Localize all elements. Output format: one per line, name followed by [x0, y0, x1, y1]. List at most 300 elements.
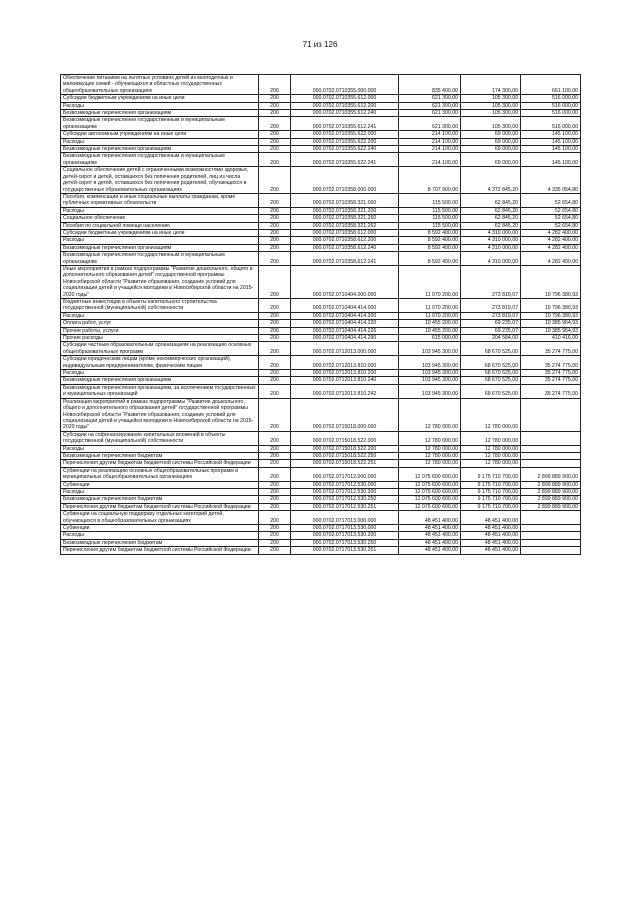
- row-code-cell: 200: [259, 146, 291, 153]
- row-kbk-cell: 000.0702.0712013.810.242: [291, 384, 399, 398]
- row-executed-cell: 62 845,20: [461, 193, 521, 207]
- row-name-cell: Прочие работы, услуги: [61, 327, 259, 334]
- row-executed-cell: 9 175 710 700,00: [461, 481, 521, 488]
- row-remaining-cell: 52 654,80: [521, 207, 581, 214]
- row-approved-cell: 8 592 400,00: [399, 252, 461, 266]
- row-remaining-cell: [521, 547, 581, 554]
- row-executed-cell: 12 780 000,00: [461, 445, 521, 452]
- row-approved-cell: 11 070 200,00: [399, 299, 461, 313]
- row-code-cell: 200: [259, 131, 291, 138]
- row-code-cell: 200: [259, 215, 291, 222]
- table-row: [61, 460, 581, 467]
- row-remaining-cell: 4 282 400,00: [521, 252, 581, 266]
- table-row: [61, 511, 581, 525]
- row-name-cell: Субвенции: [61, 525, 259, 532]
- row-approved-cell: 615 000,00: [399, 335, 461, 342]
- row-name-cell: Безвозмездные перечисления государственным и муниципальным организациям: [61, 252, 259, 266]
- row-kbk-cell: 000.0702.0712013.810.000: [291, 356, 399, 370]
- row-code-cell: 200: [259, 377, 291, 384]
- row-code-cell: 200: [259, 237, 291, 244]
- row-name-cell: Субвенции: [61, 481, 259, 488]
- row-code-cell: 200: [259, 102, 291, 109]
- table-row: [61, 252, 581, 266]
- table-row: [61, 222, 581, 229]
- row-kbk-cell: 000.0702.0710358.612.240: [291, 244, 399, 251]
- row-approved-cell: 115 500,00: [399, 207, 461, 214]
- row-kbk-cell: 000.0702.0712013.000.000: [291, 342, 399, 356]
- row-remaining-cell: 145 100,00: [521, 146, 581, 153]
- row-approved-cell: 621 300,00: [399, 102, 461, 109]
- row-kbk-cell: 000.0702.0712013.810.200: [291, 370, 399, 377]
- row-approved-cell: 621 300,00: [399, 110, 461, 117]
- table-row: [61, 244, 581, 251]
- row-code-cell: 200: [259, 193, 291, 207]
- table-row: [61, 327, 581, 334]
- row-code-cell: 200: [259, 481, 291, 488]
- row-kbk-cell: 000.0702.0715018.522.200: [291, 445, 399, 452]
- table-row: [61, 503, 581, 510]
- table-row: [61, 229, 581, 236]
- table-row: [61, 110, 581, 117]
- row-approved-cell: 115 500,00: [399, 222, 461, 229]
- row-approved-cell: 12 075 600 600,00: [399, 467, 461, 481]
- row-kbk-cell: 000.0702.0710358.612.000: [291, 229, 399, 236]
- row-executed-cell: 68 670 525,00: [461, 370, 521, 377]
- row-executed-cell: 4 310 000,00: [461, 244, 521, 251]
- row-remaining-cell: [521, 511, 581, 525]
- row-remaining-cell: 52 654,80: [521, 215, 581, 222]
- row-executed-cell: 48 451 400,00: [461, 539, 521, 546]
- row-executed-cell: 12 780 000,00: [461, 460, 521, 467]
- row-name-cell: Перечисления другим бюджетам бюджетной системы Российской Федерации: [61, 503, 259, 510]
- row-code-cell: 200: [259, 467, 291, 481]
- row-remaining-cell: 661 100,00: [521, 75, 581, 95]
- row-remaining-cell: 516 000,00: [521, 102, 581, 109]
- row-remaining-cell: [521, 452, 581, 459]
- row-kbk-cell: 000.0702.0710355.612.000: [291, 95, 399, 102]
- row-kbk-cell: 000.0702.0717013.000.000: [291, 511, 399, 525]
- row-approved-cell: 115 500,00: [399, 193, 461, 207]
- table-row: [61, 370, 581, 377]
- row-name-cell: Субсидии на софинансирование капитальных вложений в объекты государственной (муниципальной) собственности: [61, 431, 259, 445]
- row-remaining-cell: 516 000,00: [521, 95, 581, 102]
- row-name-cell: Расходы: [61, 102, 259, 109]
- row-kbk-cell: 000.0702.0710355.622.000: [291, 131, 399, 138]
- table-row: [61, 356, 581, 370]
- row-name-cell: Субсидии частным образовательным организациям на реализацию основных общеобразовательных программ: [61, 342, 259, 356]
- table-row: [61, 138, 581, 145]
- row-remaining-cell: 516 000,00: [521, 110, 581, 117]
- row-approved-cell: 103 945 300,00: [399, 356, 461, 370]
- row-kbk-cell: 000.0702.0710358.612.200: [291, 237, 399, 244]
- row-approved-cell: 12 780 000,00: [399, 445, 461, 452]
- row-approved-cell: 12 075 600 600,00: [399, 481, 461, 488]
- row-executed-cell: 12 780 000,00: [461, 398, 521, 431]
- table-row: [61, 547, 581, 554]
- row-remaining-cell: [521, 532, 581, 539]
- table-row: [61, 452, 581, 459]
- row-code-cell: 200: [259, 384, 291, 398]
- row-code-cell: 200: [259, 244, 291, 251]
- row-approved-cell: 48 451 400,00: [399, 532, 461, 539]
- row-code-cell: 200: [259, 398, 291, 431]
- row-code-cell: 200: [259, 320, 291, 327]
- row-approved-cell: 12 075 600 600,00: [399, 503, 461, 510]
- row-name-cell: Оплата работ, услуг: [61, 320, 259, 327]
- table-row: [61, 102, 581, 109]
- row-executed-cell: 62 845,20: [461, 215, 521, 222]
- row-executed-cell: 4 310 000,00: [461, 237, 521, 244]
- row-executed-cell: 4 310 000,00: [461, 252, 521, 266]
- row-executed-cell: 62 845,20: [461, 222, 521, 229]
- table-row: [61, 312, 581, 319]
- row-remaining-cell: 52 654,80: [521, 222, 581, 229]
- row-kbk-cell: 000.0702.0710355.622.241: [291, 153, 399, 167]
- row-remaining-cell: 10 385 964,93: [521, 320, 581, 327]
- row-remaining-cell: 516 000,00: [521, 117, 581, 131]
- row-name-cell: Социальное обеспечение детей с ограниченными возможностями здоровья, детей-сирот и детей, оставшихся без попечения родителей, лиц из числа детей-сирот и детей, оставшихся без попечения родителей, обучающихся в государственных образовательных организациях: [61, 167, 259, 194]
- row-code-cell: 200: [259, 342, 291, 356]
- row-name-cell: Реализация мероприятий в рамках подпрограммы "Развитие дошкольного, общего и дополнительного образования детей" государственной программы Новосибирской области "Развитие образования, создание условий для социализации детей и учащейся молодежи в Новосибирской области на 2015-2020 годы": [61, 398, 259, 431]
- row-kbk-cell: 000.0702.0710355.622.200: [291, 138, 399, 145]
- row-approved-cell: 8 592 400,00: [399, 229, 461, 236]
- row-name-cell: Прочие расходы: [61, 335, 259, 342]
- row-executed-cell: 12 780 000,00: [461, 431, 521, 445]
- row-executed-cell: 68 670 525,00: [461, 356, 521, 370]
- row-approved-cell: 8 707 900,00: [399, 167, 461, 194]
- row-remaining-cell: [521, 460, 581, 467]
- row-approved-cell: 621 300,00: [399, 117, 461, 131]
- row-name-cell: Безвозмездные перечисления организациям, за исключением государственных и муниципальных организаций: [61, 384, 259, 398]
- row-code-cell: 200: [259, 431, 291, 445]
- row-code-cell: 200: [259, 95, 291, 102]
- row-kbk-cell: 000.0702.0710404.414.290: [291, 335, 399, 342]
- row-executed-cell: 204 584,00: [461, 335, 521, 342]
- row-name-cell: Субсидии бюджетным учреждениям на иные цели: [61, 95, 259, 102]
- row-kbk-cell: 000.0702.0717012.530.251: [291, 503, 399, 510]
- row-remaining-cell: 2 899 889 900,00: [521, 503, 581, 510]
- table-row: [61, 488, 581, 495]
- row-executed-cell: 48 451 400,00: [461, 525, 521, 532]
- table-body: [61, 75, 581, 555]
- row-name-cell: Субвенции на реализацию основных общеобразовательных программ в муниципальных общеобразовательных организациях: [61, 467, 259, 481]
- row-kbk-cell: 000.0702.0717013.530.200: [291, 532, 399, 539]
- row-remaining-cell: 2 899 889 900,00: [521, 488, 581, 495]
- row-kbk-cell: 000.0702.0710358.321.262: [291, 222, 399, 229]
- page-number: 71 из 126: [302, 40, 338, 49]
- row-code-cell: 200: [259, 110, 291, 117]
- table-row: [61, 207, 581, 214]
- row-approved-cell: 10 455 200,00: [399, 327, 461, 334]
- table-row: [61, 525, 581, 532]
- row-kbk-cell: 000.0702.0715018.000.000: [291, 398, 399, 431]
- table-row: [61, 193, 581, 207]
- row-code-cell: 200: [259, 539, 291, 546]
- row-approved-cell: 12 780 000,00: [399, 452, 461, 459]
- table-row: [61, 467, 581, 481]
- row-name-cell: Социальное обеспечение: [61, 215, 259, 222]
- row-code-cell: 200: [259, 117, 291, 131]
- row-approved-cell: 12 780 000,00: [399, 431, 461, 445]
- row-code-cell: 200: [259, 335, 291, 342]
- table-row: [61, 398, 581, 431]
- row-kbk-cell: 000.0702.0717013.530.000: [291, 525, 399, 532]
- row-remaining-cell: 145 100,00: [521, 138, 581, 145]
- row-name-cell: Субвенции на социальную поддержку отдельных категорий детей, обучающихся в общеобразовательных организациях: [61, 511, 259, 525]
- row-code-cell: 200: [259, 222, 291, 229]
- row-code-cell: 200: [259, 138, 291, 145]
- row-code-cell: 200: [259, 312, 291, 319]
- row-code-cell: 200: [259, 503, 291, 510]
- row-name-cell: Расходы: [61, 138, 259, 145]
- table-row: [61, 131, 581, 138]
- row-name-cell: Пособия по социальной помощи населению: [61, 222, 259, 229]
- row-remaining-cell: 35 274 775,00: [521, 377, 581, 384]
- row-kbk-cell: 000.0702.0717013.530.250: [291, 539, 399, 546]
- row-name-cell: Перечисления другим бюджетам бюджетной системы Российской Федерации: [61, 547, 259, 554]
- row-kbk-cell: 000.0702.0710404.414.220: [291, 320, 399, 327]
- row-remaining-cell: 2 899 889 900,00: [521, 467, 581, 481]
- row-approved-cell: 103 945 300,00: [399, 370, 461, 377]
- row-remaining-cell: 10 796 380,93: [521, 312, 581, 319]
- row-code-cell: 200: [259, 532, 291, 539]
- row-approved-cell: 214 100,00: [399, 146, 461, 153]
- row-approved-cell: 12 780 000,00: [399, 460, 461, 467]
- row-code-cell: 200: [259, 299, 291, 313]
- row-executed-cell: 273 819,07: [461, 299, 521, 313]
- row-executed-cell: 9 175 710 700,00: [461, 496, 521, 503]
- row-kbk-cell: 000.0702.0717012.530.250: [291, 496, 399, 503]
- row-executed-cell: 68 670 525,00: [461, 342, 521, 356]
- row-executed-cell: 12 780 000,00: [461, 452, 521, 459]
- row-approved-cell: 12 780 000,00: [399, 398, 461, 431]
- table-row: [61, 215, 581, 222]
- row-code-cell: 200: [259, 167, 291, 194]
- row-executed-cell: 4 372 845,20: [461, 167, 521, 194]
- row-name-cell: Безвозмездные перечисления организациям: [61, 110, 259, 117]
- table-row: [61, 95, 581, 102]
- row-kbk-cell: 000.0702.0710404.414.200: [291, 312, 399, 319]
- row-remaining-cell: 10 796 380,93: [521, 299, 581, 313]
- row-executed-cell: 273 819,07: [461, 312, 521, 319]
- table-row: [61, 237, 581, 244]
- row-remaining-cell: 10 796 380,93: [521, 265, 581, 298]
- table-row: [61, 146, 581, 153]
- row-name-cell: Безвозмездные перечисления организациям: [61, 377, 259, 384]
- row-name-cell: Обеспечение питанием на льготных условиях детей из многодетных и малоимущих семей - обучающихся в областных государственных общеобразовательных организациях: [61, 75, 259, 95]
- row-remaining-cell: 35 274 775,00: [521, 342, 581, 356]
- row-executed-cell: 4 310 000,00: [461, 229, 521, 236]
- row-code-cell: 200: [259, 207, 291, 214]
- row-executed-cell: 69 000,00: [461, 153, 521, 167]
- row-kbk-cell: 000.0702.0710358.612.241: [291, 252, 399, 266]
- row-kbk-cell: 000.0702.0710358.321.260: [291, 215, 399, 222]
- table-row: [61, 335, 581, 342]
- row-executed-cell: 69 235,07: [461, 320, 521, 327]
- table-row: [61, 117, 581, 131]
- table-row: [61, 299, 581, 313]
- row-executed-cell: 68 670 525,00: [461, 384, 521, 398]
- row-code-cell: 200: [259, 496, 291, 503]
- row-name-cell: Субсидии бюджетным учреждениям на иные цели: [61, 229, 259, 236]
- table-row: [61, 481, 581, 488]
- row-name-cell: Безвозмездные перечисления организациям: [61, 146, 259, 153]
- row-executed-cell: 105 300,00: [461, 117, 521, 131]
- row-code-cell: 200: [259, 460, 291, 467]
- row-kbk-cell: 000.0702.0717012.000.000: [291, 467, 399, 481]
- row-approved-cell: 48 451 400,00: [399, 547, 461, 554]
- row-remaining-cell: 35 274 775,00: [521, 370, 581, 377]
- row-name-cell: Субсидии юридическим лицам (кроме некоммерческих организаций), индивидуальным предпринимателям, физическим лицам: [61, 356, 259, 370]
- row-kbk-cell: 000.0702.0710404.414.226: [291, 327, 399, 334]
- row-name-cell: Безвозмездные перечисления бюджетам: [61, 496, 259, 503]
- row-kbk-cell: 000.0702.0710355.612.200: [291, 102, 399, 109]
- row-executed-cell: 174 300,00: [461, 75, 521, 95]
- row-approved-cell: 621 300,00: [399, 95, 461, 102]
- table-row: [61, 539, 581, 546]
- row-executed-cell: 48 451 400,00: [461, 547, 521, 554]
- row-approved-cell: 12 075 600 600,00: [399, 488, 461, 495]
- row-kbk-cell: 000.0702.0710358.000.000: [291, 167, 399, 194]
- row-code-cell: 200: [259, 488, 291, 495]
- row-executed-cell: 9 175 710 700,00: [461, 503, 521, 510]
- row-executed-cell: 69 235,07: [461, 327, 521, 334]
- row-approved-cell: 214 100,00: [399, 138, 461, 145]
- row-name-cell: Расходы: [61, 370, 259, 377]
- row-kbk-cell: 000.0702.0710355.622.240: [291, 146, 399, 153]
- row-executed-cell: 68 670 525,00: [461, 377, 521, 384]
- row-executed-cell: 69 000,00: [461, 138, 521, 145]
- row-approved-cell: 214 100,00: [399, 131, 461, 138]
- row-executed-cell: 9 175 710 700,00: [461, 488, 521, 495]
- table-row: [61, 265, 581, 298]
- row-executed-cell: 105 300,00: [461, 102, 521, 109]
- row-code-cell: 200: [259, 525, 291, 532]
- row-kbk-cell: 000.0702.0715018.522.250: [291, 452, 399, 459]
- row-approved-cell: 11 070 200,00: [399, 265, 461, 298]
- row-remaining-cell: [521, 445, 581, 452]
- row-approved-cell: 103 945 300,00: [399, 384, 461, 398]
- row-code-cell: 200: [259, 445, 291, 452]
- row-code-cell: 200: [259, 265, 291, 298]
- row-executed-cell: 48 451 400,00: [461, 532, 521, 539]
- row-name-cell: Безвозмездные перечисления государственным и муниципальным организациям: [61, 117, 259, 131]
- row-remaining-cell: 145 100,00: [521, 131, 581, 138]
- row-executed-cell: 48 451 400,00: [461, 511, 521, 525]
- row-kbk-cell: 000.0702.0710355.612.240: [291, 110, 399, 117]
- table-row: [61, 342, 581, 356]
- row-name-cell: Безвозмездные перечисления организациям: [61, 244, 259, 251]
- row-name-cell: Расходы: [61, 207, 259, 214]
- row-name-cell: Безвозмездные перечисления государственным и муниципальным организациям: [61, 153, 259, 167]
- row-executed-cell: 105 300,00: [461, 110, 521, 117]
- row-name-cell: Расходы: [61, 488, 259, 495]
- row-name-cell: Перечисления другим бюджетам бюджетной системы Российской Федерации: [61, 460, 259, 467]
- row-name-cell: Расходы: [61, 532, 259, 539]
- row-name-cell: Безвозмездные перечисления бюджетам: [61, 539, 259, 546]
- row-code-cell: 200: [259, 547, 291, 554]
- row-approved-cell: 48 451 400,00: [399, 525, 461, 532]
- row-code-cell: 200: [259, 370, 291, 377]
- row-remaining-cell: 4 282 400,00: [521, 244, 581, 251]
- row-remaining-cell: 410 416,00: [521, 335, 581, 342]
- row-kbk-cell: 000.0702.0712013.810.240: [291, 377, 399, 384]
- row-approved-cell: 214 100,00: [399, 153, 461, 167]
- row-kbk-cell: 000.0702.0710358.321.000: [291, 193, 399, 207]
- row-remaining-cell: 145 100,00: [521, 153, 581, 167]
- table-row: [61, 320, 581, 327]
- row-approved-cell: 115 500,00: [399, 215, 461, 222]
- row-approved-cell: 12 075 600 600,00: [399, 496, 461, 503]
- table-row: [61, 75, 581, 95]
- table-row: [61, 153, 581, 167]
- table-row: [61, 167, 581, 194]
- row-remaining-cell: [521, 431, 581, 445]
- row-remaining-cell: [521, 398, 581, 431]
- row-executed-cell: 105 300,00: [461, 95, 521, 102]
- row-executed-cell: 62 845,20: [461, 207, 521, 214]
- row-name-cell: Расходы: [61, 445, 259, 452]
- row-kbk-cell: 000.0702.0710355.000.000: [291, 75, 399, 95]
- row-approved-cell: 103 945 300,00: [399, 377, 461, 384]
- row-kbk-cell: 000.0702.0717013.530.251: [291, 547, 399, 554]
- row-approved-cell: 835 400,00: [399, 75, 461, 95]
- budget-table: [60, 74, 581, 555]
- row-kbk-cell: 000.0702.0717012.530.200: [291, 488, 399, 495]
- row-remaining-cell: 4 282 400,00: [521, 229, 581, 236]
- row-approved-cell: 8 592 400,00: [399, 244, 461, 251]
- row-name-cell: Субсидии автономным учреждениям на иные цели: [61, 131, 259, 138]
- row-code-cell: 200: [259, 75, 291, 95]
- table-row: [61, 496, 581, 503]
- row-executed-cell: 69 000,00: [461, 146, 521, 153]
- row-remaining-cell: [521, 525, 581, 532]
- row-remaining-cell: 2 899 889 900,00: [521, 496, 581, 503]
- row-kbk-cell: 000.0702.0710355.612.241: [291, 117, 399, 131]
- row-name-cell: Безвозмездные перечисления бюджетам: [61, 452, 259, 459]
- row-remaining-cell: [521, 539, 581, 546]
- row-remaining-cell: 35 274 775,00: [521, 356, 581, 370]
- row-approved-cell: 11 070 200,00: [399, 312, 461, 319]
- row-kbk-cell: 000.0702.0717012.530.000: [291, 481, 399, 488]
- row-kbk-cell: 000.0702.0715018.522.251: [291, 460, 399, 467]
- row-remaining-cell: 4 282 400,00: [521, 237, 581, 244]
- row-approved-cell: 8 592 400,00: [399, 237, 461, 244]
- table-row: [61, 532, 581, 539]
- row-executed-cell: 69 000,00: [461, 131, 521, 138]
- row-code-cell: 200: [259, 153, 291, 167]
- table-row: [61, 384, 581, 398]
- row-kbk-cell: 000.0702.0710358.321.200: [291, 207, 399, 214]
- table-row: [61, 445, 581, 452]
- row-executed-cell: 273 819,07: [461, 265, 521, 298]
- row-approved-cell: 103 945 300,00: [399, 342, 461, 356]
- row-approved-cell: 48 451 400,00: [399, 539, 461, 546]
- row-name-cell: Пособия, компенсации и иные социальные выплаты гражданам, кроме публичных нормативных обязательств: [61, 193, 259, 207]
- row-name-cell: Иные мероприятия в рамках подпрограммы "Развитие дошкольного, общего и дополнительного образования детей" государственной программы Новосибирской области "Развитие образования, создание условий для социализации детей и учащейся молодежи в Новосибирской области на 2015-2020 годы": [61, 265, 259, 298]
- row-remaining-cell: 10 385 964,93: [521, 327, 581, 334]
- row-name-cell: Расходы: [61, 312, 259, 319]
- row-executed-cell: 9 175 710 700,00: [461, 467, 521, 481]
- row-remaining-cell: 4 335 054,80: [521, 167, 581, 194]
- row-approved-cell: 10 455 200,00: [399, 320, 461, 327]
- row-remaining-cell: 2 899 889 900,00: [521, 481, 581, 488]
- row-approved-cell: 48 451 400,00: [399, 511, 461, 525]
- row-kbk-cell: 000.0702.0715018.522.000: [291, 431, 399, 445]
- row-code-cell: 200: [259, 252, 291, 266]
- row-name-cell: Расходы: [61, 237, 259, 244]
- row-name-cell: Бюджетные инвестиции в объекты капитального строительства государственной (муниципальной) собственности: [61, 299, 259, 313]
